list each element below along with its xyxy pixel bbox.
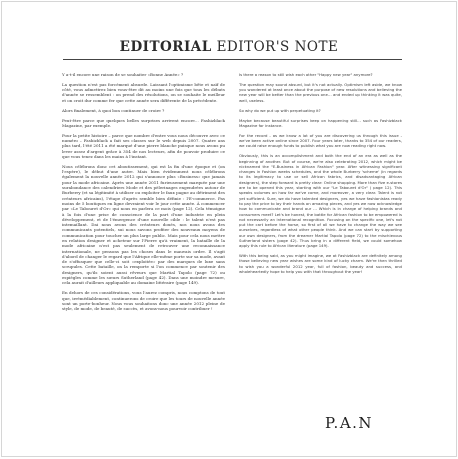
en-paragraph-4: Maybe because beautiful surprises keep on happening still… such as Fashizblack Magazine for instance. (239, 117, 402, 128)
en-paragraph-3: So why do we put up with perpetuating it? (239, 107, 321, 113)
en-paragraph-6: Obviously, this is an accomplishment and both the end of an era as well as the beginning of another. But of course, we're also celebrating 2012, which might be nicknamed the "E-Business in African Fashion" year. After witnessing significant changes in Fashion weeks schedules, and the whole Burberry 'scheme' (in regards to its legitimacy to use or sell African fabrics, and disadvantaging African designers), the step forward is pretty clear: Online shopping. More than five e-stores are to be opened this year, starting with our "Le Tabouret d'Or" ( page 12). This speaks volumes on how far we've come, and moreover, a very clear. Talent is not yet sufficient. Sure, we do have talented designers, yes we have fashionistas ready to pay the price to lay their hands on amazing pieces, and yes we now acknowledge how to communicate and brand our … Which is in charge of helping brands and consumers meet? Let's be honest, the battle for African fashion to be empowered is not necessarily an international recognition. Focusing on the specific one, let's not put the cart before the horse, so first of all we have to change the way we see ourselves, regardless of what other people think. And we can start by supporting our own designers, from the dreamer Martial Tapolo (page 72) to the mischievous Sutherland sisters (page 42). Thus bring in a different field, we could somehow apply this rule to African literature (page 149). (239, 153, 402, 249)
fr-paragraph-6: Nous célébrons donc cet aboutissement, qui est la fin d'une époque et (on l'espère), le début d'une autre. Mais bien évidemment nous célébrons également la nouvelle année 2012 qui s'annonce plus «Business» que jamais pour la mode africaine. Après une année 2011 furieusement marquée par une surabondance des calendriers Mode et des pèlerinages engendrées autour de Burberry (et sa légitimité à utiliser ou exploiter le faux pagne au détriment des créateurs africains), l'étape d'après semble bien définie : l'E-commerce. Pas moins de 5 boutiques en ligne devraient voir le jour cette année. À commencer par «Le Tabouret d'Or» qui nous en parlera ce mois (page 12). Cela témoigne à la fois d'une prise de conscience de la part d'une industrie en plein développement, et de l'émergence d'une nouvelle cible : le talent n'est pas intemaillant. Dai nous avons des créateurs doués, nos nous avons des communicants potentiels, sui nous savons profiter des nouveaux moyens de communication pour toucher un plus large public. Mais pour cela nous mettre en relation designer et acheteur sur l'Pierre qu'à vraiment, la bataille de la mode africaine n'est pas seulement de retrouver une reconnaissance internationale, ne pensons pas les choses dans le mauvais ordre. Il s'agit d'abord de changer le regard que l'Afrique elle-même porte sur sa mode, avant de s'offusquer que celle-ci soit «exploitée» par des marques de luxe sans scrupules. Cette bataille, on la remporte si l'on commence par soutenir des designers, qu'ils soient aussi rêveurs que Martial Tapolo (page 72) ou espiègles comme les sœurs Sutherland (page 42). Dans une moindre mesure, cela aurait d'ailleurs appliquable au domaine littéraire (page 149). (62, 163, 225, 286)
fr-paragraph-4: Peut-être parce que quelques belles surprises arrivent encore… Fashizblack Magazine, par exemple. (62, 117, 225, 128)
en-paragraph-1: Is there a reason to still wish each other "Happy new year" anymore? (239, 72, 373, 77)
title-divider (63, 59, 402, 60)
fr-paragraph-2: La question n'est pas forcément absurde. Laissant l'optimisme bête et naïf de côté, vous admettrez bien vous-être dit au moins une fois que tous les débuts d'année se ressemblent : on prend des résolutions, on se souhaite le meilleur et on croit dur comme fer que cette année sera différente de la précédente. (62, 81, 225, 103)
editor-signature: P.A.N (325, 414, 374, 432)
fr-paragraph-7: En dehors de ces considérations, vous l'aurez compris, nous comptons de tout que, irrémédiablement, continuerons de croire que les tours de nouvelle année sont un porte-bonheur. Nous vous souhaitons donc une année 2012 pleine de style, de mode, de beauté, de succès, et avons-nous pourvoir contribuer ! (62, 290, 225, 312)
en-paragraph-2: The question may sound absurd, but it's not actually. Optimism left aside, we know you wondered at least once about the purpose of new resolutions and believing the new year will be better than the previous one… and ended up thinking it was quite, well, useless. (239, 81, 402, 103)
editorial-page (1, 1, 457, 457)
fr-paragraph-5: Pour la petite histoire – parce que nombre d'entre vous nous découvre avec ce numéro – Fashizblack a fait ses classes sur le web depuis 2007. Quatre ans plus tard, l'été 2011 a été marqué d'une pierre blanche puisque nous avons pu lever assez d'argent grâce à 354 de nos lecteurs, afin de pouvoir produire ce que vous tenez dans les mains à l'instant. (62, 132, 225, 159)
title-french: EDITORIAL (119, 39, 212, 55)
title-english: EDITOR'S NOTE (216, 39, 339, 55)
en-paragraph-5: For the record - as we know a lot of you are discovering us through this issue - we've been active online since 2007. Four years later, thanks to 354 of our readers, we could raise enough funds to publish what you are now reading right now. (239, 132, 402, 149)
english-column (239, 72, 402, 279)
en-paragraph-7: With this being said, as you might imagine, we at Fashizblack are definitely among those believing new year wishes are some kind of lucky charm. We're then thrilled to wish you a wonderful 2012 year, full of fashion, beauty and success, and wholeheartedly hope to help you with that throughout the year! (239, 253, 402, 275)
page-title (2, 39, 456, 55)
fr-paragraph-3: Alors finalement, à quoi bon continuer de croire ? (62, 107, 165, 113)
french-column (62, 72, 225, 316)
fr-paragraph-1: Y a-t-il encore une raison de se souhaiter «Bonne Année» ? (62, 72, 184, 77)
